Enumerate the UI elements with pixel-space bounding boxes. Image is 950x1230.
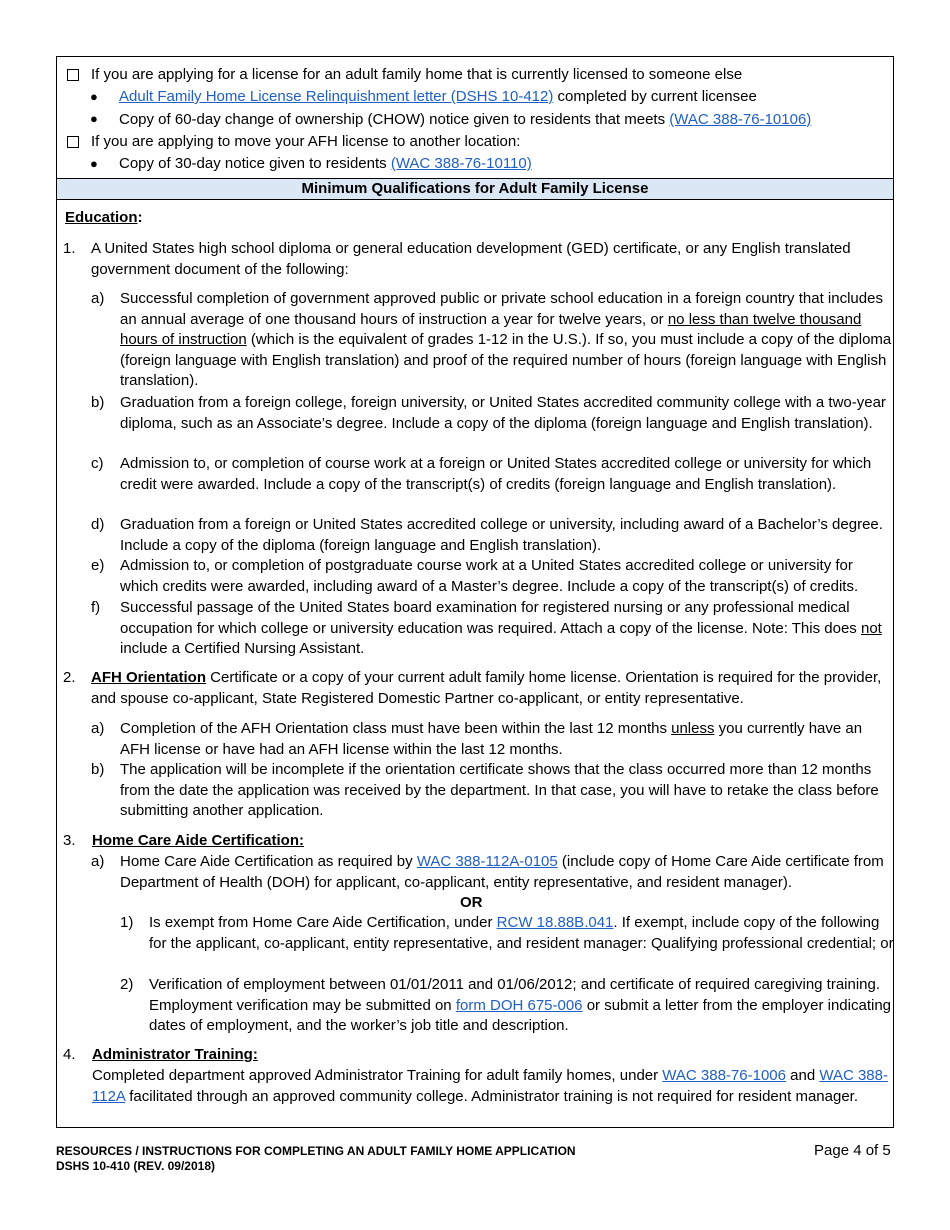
footer-title: RESOURCES / INSTRUCTIONS FOR COMPLETING AN ADULT FAMILY HOME APPLICATION bbox=[56, 1144, 576, 1158]
item1f-text: Successful passage of the United States board examination for registered nursing or any professional medical occupation for which college or university education was required. Attach a copy of the license. Note: This does not include a Certified Nursing Assistant. bbox=[120, 599, 882, 658]
item1c-text: Admission to, or completion of course work at a foreign or United States accredited college or university for which credit were awarded. Include a copy of the transcript(s) of credits (foreign language and English translation). bbox=[120, 455, 872, 493]
item4-text: Completed department approved Administrator Training for adult family homes, under WAC 388-76-1006 and WAC 388-112A facilitated through an approved community college. Administrator training is not required for resident manager. bbox=[92, 1067, 888, 1105]
move-bullet-1: Copy of 30-day notice given to residents (WAC 388-76-10110) bbox=[119, 155, 532, 172]
bullet-icon: ● bbox=[90, 89, 98, 104]
item2a-text: Completion of the AFH Orientation class must have been within the last 12 months unless you currently have an AFH license or have had an AFH license within the last 12 months. bbox=[120, 720, 863, 758]
form-frame bbox=[56, 56, 894, 1128]
subitem-label: a) bbox=[91, 290, 105, 307]
item-number: 1. bbox=[63, 240, 76, 257]
subitem-label: 1) bbox=[120, 914, 134, 931]
item1e-text: Admission to, or completion of postgraduate course work at a United States accredited college or university for which credits were awarded, including award of a Master’s degree. Include a copy of the transcript(s) of credits. bbox=[120, 557, 859, 595]
subitem-label: a) bbox=[91, 853, 105, 870]
wac-388-112a-0105-link[interactable]: WAC 388-112A-0105 bbox=[416, 853, 558, 870]
wac-388-76-10106-link[interactable]: (WAC 388-76-10106) bbox=[669, 111, 812, 128]
move-label: If you are applying to move your AFH license to another location: bbox=[91, 133, 521, 150]
checkbox-transfer-license[interactable] bbox=[67, 69, 79, 81]
item-number: 3. bbox=[63, 832, 76, 849]
item1a-text: Successful completion of government approved public or private school education in a foreign country that includes an annual average of one thousand hours of instruction a year for twelve years, or no less than twelve thousand hours of instruction (which is the equivalent of grades 1-12 in the U.S.). If so, you must include a copy of the diploma (foreign language with English translation) and proof of the required number of hours (foreign language with English translation). bbox=[120, 290, 892, 390]
item4-title: Administrator Training: bbox=[92, 1046, 258, 1063]
section-header-qualifications: Minimum Qualifications for Adult Family License bbox=[57, 178, 893, 200]
subitem-label: b) bbox=[91, 761, 105, 778]
subitem-label: a) bbox=[91, 720, 105, 737]
education-heading: Education: bbox=[65, 209, 143, 226]
subitem-label: e) bbox=[91, 557, 105, 574]
or-separator: OR bbox=[460, 894, 483, 911]
subitem-label: d) bbox=[91, 516, 105, 533]
transfer-bullet-2: Copy of 60-day change of ownership (CHOW) notice given to residents that meets (WAC 388-76-10106) bbox=[119, 111, 812, 128]
transfer-bullet-1: Adult Family Home License Relinquishment letter (DSHS 10-412) completed by current licensee bbox=[119, 88, 757, 105]
checkbox-move-license[interactable] bbox=[67, 136, 79, 148]
bullet-icon: ● bbox=[90, 111, 98, 126]
subitem-label: b) bbox=[91, 394, 105, 411]
bullet-icon: ● bbox=[90, 156, 98, 171]
item-number: 2. bbox=[63, 669, 76, 686]
item2b-text: The application will be incomplete if the orientation certificate shows that the class occurred more than 12 months from the date the application was received by the department. In that case, you will have to retake the class before submitting another application. bbox=[120, 761, 879, 820]
rcw-18-88b-041-link[interactable]: RCW 18.88B.041 bbox=[496, 914, 614, 931]
subitem-label: 2) bbox=[120, 976, 134, 993]
item3-2-text: Verification of employment between 01/01/2011 and 01/06/2012; and certificate of required caregiving training. Employment verification may be submitted on form DOH 675-006 or submit a letter from the employer indicating dates of employment, and the worker’s job title and description. bbox=[149, 976, 891, 1035]
subitem-label: c) bbox=[91, 455, 104, 472]
page-number: Page 4 of 5 bbox=[814, 1142, 891, 1159]
item-number: 4. bbox=[63, 1046, 76, 1063]
form-doh-675-006-link[interactable]: form DOH 675-006 bbox=[455, 996, 583, 1014]
wac-388-76-1006-link[interactable]: WAC 388-76-1006 bbox=[662, 1067, 786, 1084]
item2-text: AFH Orientation Certificate or a copy of your current adult family home license. Orientation is required for the provider, and spouse co-applicant, State Registered Domestic Partner co-applicant, or entity representative. bbox=[91, 669, 882, 707]
wac-388-76-10110-link[interactable]: (WAC 388-76-10110) bbox=[390, 155, 532, 172]
item1-text: A United States high school diploma or general education development (GED) certificate, or any English translated government document of the following: bbox=[91, 240, 851, 278]
item3-1-text: Is exempt from Home Care Aide Certification, under RCW 18.88B.041. If exempt, include copy of the following for the applicant, co-applicant, entity representative, and resident manager: Qualifying professional credential; or bbox=[149, 914, 894, 952]
item1d-text: Graduation from a foreign or United States accredited college or university, including award of a Bachelor’s degree. Include a copy of the diploma (foreign language and English translation). bbox=[120, 516, 883, 554]
item3a-text: Home Care Aide Certification as required by WAC 388-112A-0105 (include copy of Home Care Aide certificate from Department of Health (DOH) for applicant, co-applicant, entity representative, and resident manager). bbox=[120, 853, 884, 891]
footer-form-number: DSHS 10-410 (REV. 09/2018) bbox=[56, 1159, 215, 1173]
subitem-label: f) bbox=[91, 599, 101, 616]
relinquishment-letter-link[interactable]: Adult Family Home License Relinquishment letter (DSHS 10-412) bbox=[119, 88, 554, 105]
transfer-label: If you are applying for a license for an adult family home that is currently licensed to someone else bbox=[91, 66, 743, 83]
wac-388-112a-link[interactable]: WAC 388-112A bbox=[92, 1067, 888, 1105]
item1b-text: Graduation from a foreign college, foreign university, or United States accredited community college with a two-year diploma, such as an Associate’s degree. Include a copy of the diploma (foreign language and English translation). bbox=[120, 394, 886, 432]
item3-title: Home Care Aide Certification: bbox=[92, 832, 304, 849]
